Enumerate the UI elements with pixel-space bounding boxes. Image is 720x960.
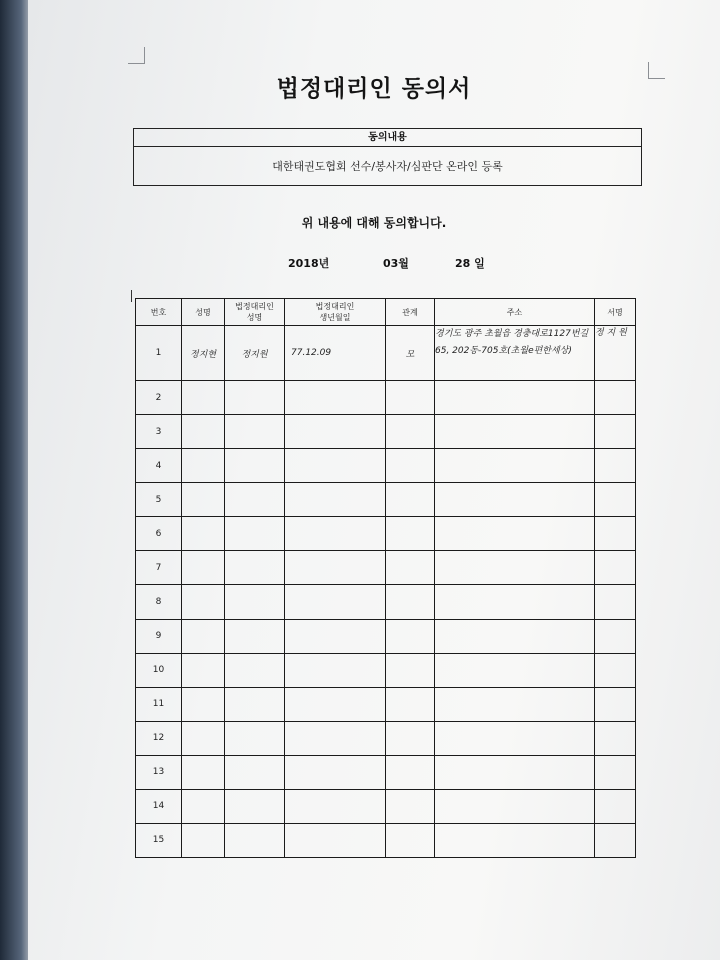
student-name (182, 687, 225, 721)
header-guardian-name-label: 법정대리인 성명 (235, 302, 274, 322)
row-number: 14 (136, 789, 182, 823)
signature (595, 483, 636, 517)
relation (386, 483, 435, 517)
relation (386, 619, 435, 653)
table-row (136, 823, 636, 857)
row-number: 4 (136, 449, 182, 483)
address (435, 687, 595, 721)
date-day: 28 일 (455, 257, 485, 270)
table-row (136, 551, 636, 585)
table-row (136, 789, 636, 823)
date-year: 2018년 (288, 257, 330, 270)
address (435, 551, 595, 585)
table-header-row (136, 299, 636, 326)
relation (386, 755, 435, 789)
address (435, 517, 595, 551)
header-guardian-birth (285, 299, 386, 326)
signature (595, 721, 636, 755)
student-name (182, 415, 225, 449)
address (435, 653, 595, 687)
student-name (182, 449, 225, 483)
relation (386, 687, 435, 721)
guardian-birthdate (285, 755, 386, 789)
guardian-name (225, 653, 285, 687)
signature (595, 585, 636, 619)
guardian-birthdate (285, 415, 386, 449)
guardian-name (225, 823, 285, 857)
row-number: 13 (136, 755, 182, 789)
header-address-label: 주소 (506, 307, 523, 317)
row-number: 3 (136, 415, 182, 449)
guardian-name (225, 619, 285, 653)
guardian-birthdate (285, 381, 386, 415)
row-number: 6 (136, 517, 182, 551)
row-number: 10 (136, 653, 182, 687)
row-number: 5 (136, 483, 182, 517)
relation (386, 381, 435, 415)
guardian-birthdate (285, 789, 386, 823)
address (435, 585, 595, 619)
address (435, 381, 595, 415)
text-cursor (131, 290, 132, 302)
header-relation (386, 299, 435, 326)
guardian-name (225, 687, 285, 721)
signature: 정 지 원 (595, 326, 636, 381)
header-address (435, 299, 595, 326)
table-row (136, 381, 636, 415)
guardian-name (225, 551, 285, 585)
guardian-name (225, 517, 285, 551)
guardian-table (135, 298, 636, 858)
crop-mark-top-left (128, 47, 145, 64)
document-page (28, 0, 720, 960)
monitor-bezel (0, 0, 30, 960)
signature (595, 789, 636, 823)
date-month: 03월 (383, 257, 409, 270)
header-guardian-name (225, 299, 285, 326)
guardian-birthdate (285, 551, 386, 585)
guardian-birthdate (285, 653, 386, 687)
row-number: 12 (136, 721, 182, 755)
guardian-birthdate (285, 687, 386, 721)
signature (595, 415, 636, 449)
address (435, 415, 595, 449)
guardian-name (225, 721, 285, 755)
relation (386, 449, 435, 483)
agreement-statement: 위 내용에 대해 동의합니다. (301, 216, 447, 230)
signature (595, 551, 636, 585)
guardian-name (225, 449, 285, 483)
student-name (182, 585, 225, 619)
address (435, 619, 595, 653)
table-row (136, 687, 636, 721)
guardian-birthdate (285, 483, 386, 517)
header-signature (595, 299, 636, 326)
student-name (182, 755, 225, 789)
student-name (182, 483, 225, 517)
row-number: 11 (136, 687, 182, 721)
relation (386, 789, 435, 823)
address (435, 449, 595, 483)
student-name (182, 619, 225, 653)
header-no (136, 299, 182, 326)
guardian-name (225, 789, 285, 823)
guardian-birthdate: 77.12.09 (285, 326, 386, 381)
table-row (136, 517, 636, 551)
guardian-birthdate (285, 721, 386, 755)
address: 경기도 광주 초월읍 경충대로1127번길 65, 202동-705호(초월e편한세상) (435, 326, 595, 381)
student-name (182, 789, 225, 823)
header-relation-label: 관계 (402, 307, 418, 317)
row-number: 15 (136, 823, 182, 857)
row-number: 9 (136, 619, 182, 653)
signature (595, 517, 636, 551)
relation (386, 721, 435, 755)
guardian-birthdate (285, 517, 386, 551)
row-number: 8 (136, 585, 182, 619)
relation (386, 551, 435, 585)
header-name-label: 성명 (195, 307, 211, 317)
student-name (182, 517, 225, 551)
guardian-name (225, 585, 285, 619)
table-row (136, 449, 636, 483)
guardian-birthdate (285, 619, 386, 653)
signature (595, 619, 636, 653)
student-name (182, 551, 225, 585)
consent-box (133, 128, 642, 186)
address (435, 721, 595, 755)
guardian-name (225, 381, 285, 415)
guardian-name (225, 415, 285, 449)
relation (386, 415, 435, 449)
address (435, 755, 595, 789)
signature (595, 687, 636, 721)
student-name (182, 381, 225, 415)
address (435, 789, 595, 823)
guardian-name (225, 755, 285, 789)
table-row (136, 755, 636, 789)
row-number: 7 (136, 551, 182, 585)
table-row (136, 483, 636, 517)
address (435, 823, 595, 857)
signature (595, 755, 636, 789)
header-signature-label: 서명 (607, 307, 623, 317)
guardian-birthdate (285, 449, 386, 483)
header-no-label: 번호 (150, 307, 167, 317)
table-row (136, 326, 636, 381)
relation (386, 585, 435, 619)
guardian-birthdate (285, 585, 386, 619)
table-row (136, 619, 636, 653)
table-row (136, 653, 636, 687)
signature (595, 823, 636, 857)
relation (386, 517, 435, 551)
table-row (136, 585, 636, 619)
consent-box-body: 대한태권도협회 선수/봉사자/심판단 온라인 등록 (272, 160, 503, 173)
header-guardian-birth-label: 법정대리인 생년월일 (315, 302, 355, 322)
table-row (136, 721, 636, 755)
student-name: 정지현 (182, 326, 225, 381)
guardian-name (225, 483, 285, 517)
table-row (136, 415, 636, 449)
row-number: 1 (136, 326, 182, 381)
header-name (182, 299, 225, 326)
signature (595, 449, 636, 483)
relation (386, 653, 435, 687)
address (435, 483, 595, 517)
student-name (182, 823, 225, 857)
student-name (182, 721, 225, 755)
signature (595, 381, 636, 415)
row-number: 2 (136, 381, 182, 415)
consent-box-header: 동의내용 (134, 129, 641, 147)
document-title: 법정대리인 동의서 (276, 75, 472, 102)
guardian-name: 정지원 (225, 326, 285, 381)
guardian-birthdate (285, 823, 386, 857)
student-name (182, 653, 225, 687)
signature (595, 653, 636, 687)
relation: 모 (386, 326, 435, 381)
relation (386, 823, 435, 857)
